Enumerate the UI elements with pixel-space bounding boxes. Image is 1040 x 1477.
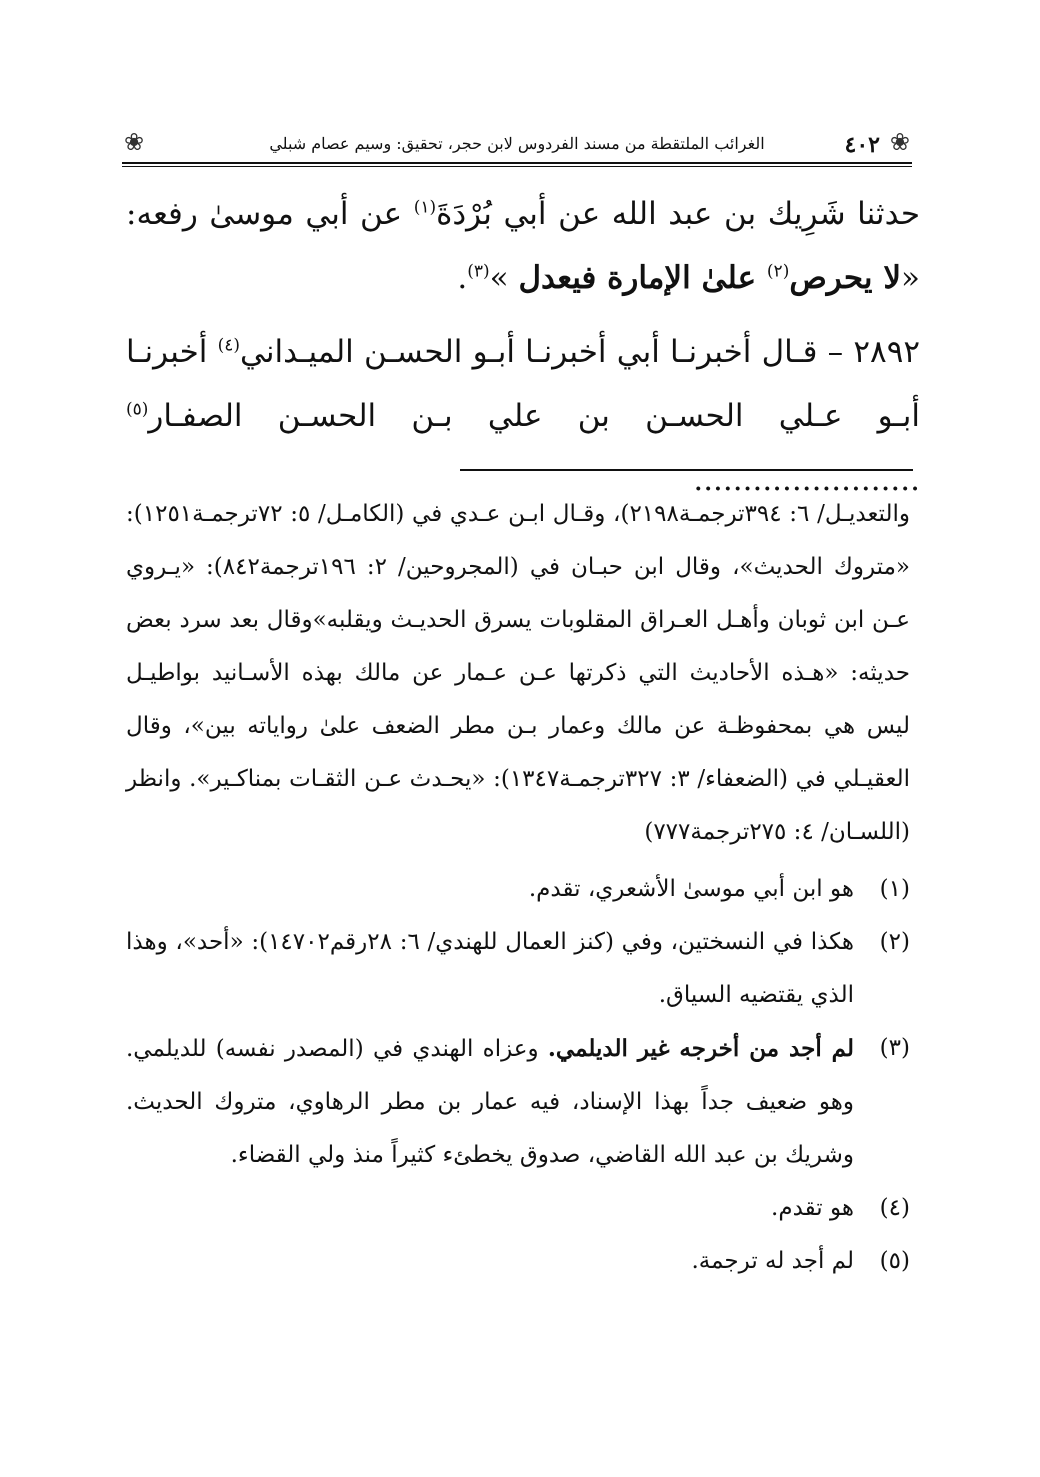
header-rule: [122, 162, 912, 164]
footnote-text: وعزاه الهندي في (المصدر نفسه) للديلمي. وهو ضعيف جداً بهذا الإسناد، فيه عمار بن مطر الرهاوي، متروك الحديث. وشريك بن عبد الله القاضي، صدوق يخطئء كثيراً منذ ولي القضاء.: [126, 1036, 854, 1168]
hadith-matn-2: علىٰ الإمارة فيعدل: [518, 260, 767, 296]
footnotes: [126, 488, 910, 1288]
header-ornament-right-icon: ❀: [889, 128, 910, 156]
footnote-3: [126, 1022, 910, 1182]
footnote-ref-2[interactable]: (٢): [766, 261, 790, 282]
footnote-text: هو ابن أبي موسىٰ الأشعري، تقدم.: [528, 876, 854, 902]
footnote-text: هو تقدم.: [771, 1195, 854, 1221]
main-text: [126, 182, 920, 512]
footnote-number: (٤): [879, 1195, 910, 1221]
footnote-text-wrapper: [126, 1022, 854, 1182]
header-rule-thin: [122, 166, 912, 167]
footnote-number: (٥): [879, 1248, 910, 1274]
para2-text-2: أخبرنـا أبـو عـلي الحسـن بن علي بـن الحسـن الصفـار: [126, 334, 920, 434]
header-title: الغرائب الملتقطة من مسند الفردوس لابن حجر، تحقيق: وسيم عصام شبلي: [269, 134, 765, 153]
footnote-ref-4[interactable]: (٤): [217, 335, 241, 356]
footnote-number: (٣): [879, 1035, 910, 1061]
footnote-ref-5[interactable]: (٥): [126, 399, 149, 420]
footnote-5: [126, 1235, 910, 1288]
hadith-text-paragraph: [126, 182, 920, 310]
footnote-number: (١): [879, 876, 910, 902]
isnad-paragraph: [126, 320, 920, 512]
footnote-1: [126, 863, 910, 916]
para2-text-3: .......................: [693, 462, 920, 498]
header-ornament-left-icon: ❀: [124, 128, 145, 156]
para1-text-4: .: [457, 260, 468, 296]
footnote-bold-text: لم أجد من أخرجه غير الديلمي.: [547, 1035, 854, 1062]
para1-text-2: عن أبي موسىٰ رفعه: «: [126, 196, 920, 296]
footnote-ref-1[interactable]: (١): [413, 197, 437, 218]
footnote-2: [126, 916, 910, 1022]
hadith-matn-1: لا يحرص: [789, 260, 902, 296]
footnote-ref-3[interactable]: (٣): [467, 261, 490, 282]
footnote-separator: [460, 469, 913, 471]
footnote-carryover: والتعديـل/ ٦: ٣٩٤ترجمـة٢١٩٨)، وقـال ابـن عـدي في (الكامـل/ ٥: ٧٢ترجمـة١٢٥١): «متروك الحديث»، وقال ابن حبـان في (المجروحين/ ٢: ١٩٦ترجمة٨٤٢): «يـروي عـن ابن ثوبان وأهـل العـراق المقلوبات يسرق الحديـث ويقلبه»وقال بعد سرد بعض حديثه: «هـذه الأحاديث التي ذكرتها عـن عـمار عن مالك بهذه الأسـانيد بواطيـل ليس هي بمحفوظـة عن مالك وعمار بـن مطر الضعف علىٰ رواياته بين»، وقال العقيـلي في (الضعفاء/ ٣: ٣٢٧ترجمـة١٣٤٧): «يحـدث عـن الثقـات بمناكـير». وانظر (اللسـان/ ٤: ٢٧٥ترجمة٧٧٧): [126, 501, 911, 845]
running-header: [122, 126, 912, 172]
para2-text-1: ٢٨٩٢ – قـال أخبرنـا أبي أخبرنـا أبـو الحسـن الميـداني: [240, 334, 920, 370]
footnote-number: (٢): [879, 929, 910, 955]
page-number: ٤٠٢: [844, 132, 880, 158]
para1-text-1: حدثنا شَرِيك بن عبد الله عن أبي بُرْدَةَ: [436, 196, 920, 232]
para1-text-3: »: [489, 260, 519, 296]
footnote-text: هكذا في النسختين، وفي (كنز العمال للهندي/ ٦: ٢٨رقم١٤٧٠٢): «أحد»، وهذا الذي يقتضيه السياق.: [126, 929, 854, 1008]
footnote-4: [126, 1182, 910, 1235]
footnote-text: لم أجد له ترجمة.: [691, 1248, 854, 1274]
